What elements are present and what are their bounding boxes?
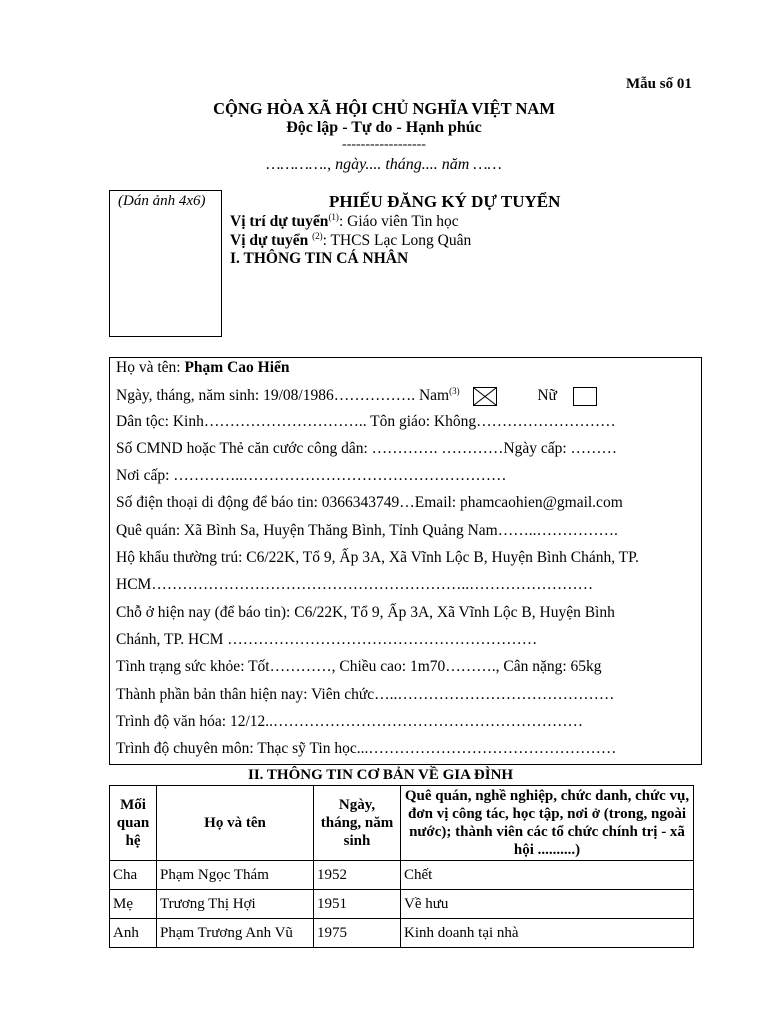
female-checkbox[interactable] [573,387,597,406]
male-checkbox[interactable] [473,387,497,406]
cell-name: Trương Thị Hợi [157,890,314,919]
class-line: Thành phần bản thân hiện nay: Viên chức…..…………………………………… [116,686,615,703]
cell-details: Kinh doanh tại nhà [401,919,694,948]
header-name: Họ và tên [157,786,314,861]
photo-label: (Dán ảnh 4x6) [118,193,206,209]
position-line [230,212,459,231]
current-address-line-1: Chỗ ở hiện nay (để báo tin): C6/22K, Tổ 9, Ấp 3A, Xã Vĩnh Lộc B, Huyện Bình [116,604,615,621]
table-row [110,919,694,948]
position-sup: (1) [328,212,339,222]
hometown-line: Quê quán: Xã Bình Sa, Huyện Thăng Bình, Tỉnh Quảng Nam……..……………. [116,522,618,539]
position-value: : Giáo viên Tin học [338,213,459,231]
table-row [110,861,694,890]
dob-line [116,386,597,406]
motto: Độc lập - Tự do - Hạnh phúc [286,119,482,136]
name-label: Họ và tên: [116,359,185,376]
motto-divider: ------------------ [342,137,426,152]
date-line: …………., ngày.... tháng.... năm …… [266,156,502,173]
dob-text: Ngày, tháng, năm sinh: 19/08/1986……………. Nam [116,387,450,405]
table-row [110,890,694,919]
unit-value: : THCS Lạc Long Quân [322,232,472,250]
section2-title: II. THÔNG TIN CƠ BẢN VỀ GIA ĐÌNH [248,767,514,783]
checkmark-x-icon [474,388,496,405]
form-code: Mẫu số 01 [626,76,692,92]
table-header-row [110,786,694,861]
form-title: PHIẾU ĐĂNG KÝ DỰ TUYỂN [329,192,561,211]
cell-details: Chết [401,861,694,890]
education-line: Trình độ văn hóa: 12/12..…………………………………………………… [116,713,584,730]
female-label: Nữ [537,387,557,405]
residence-line-2: HCM……………………………………………………..…………………… [116,576,594,593]
unit-sup: (2) [312,231,323,241]
male-sup: (3) [449,386,460,396]
name-value: Phạm Cao Hiển [184,359,290,376]
cell-relation: Anh [110,919,157,948]
cell-name: Phạm Ngọc Thám [157,861,314,890]
id-line: Số CMND hoặc Thẻ căn cước công dân: …………. …………Ngày cấp: ……… [116,440,618,457]
cell-name: Phạm Trương Anh Vũ [157,919,314,948]
current-address-line-2: Chánh, TP. HCM …………………………………………………… [116,631,538,648]
place-issue-line: Nơi cấp: …………..…………………………………………… [116,467,507,484]
professional-line: Trình độ chuyên môn: Thạc sỹ Tin học...………………………………………… [116,740,617,757]
section1-title: I. THÔNG TIN CÁ NHÂN [230,250,409,267]
unit-line [230,231,471,250]
residence-line-1: Hộ khẩu thường trú: C6/22K, Tổ 9, Ấp 3A, Xã Vĩnh Lộc B, Huyện Bình Chánh, TP. [116,549,639,566]
cell-birth: 1951 [314,890,401,919]
cell-relation: Cha [110,861,157,890]
header-birth: Ngày, tháng, năm sinh [314,786,401,861]
cell-birth: 1952 [314,861,401,890]
unit-label: Vị dự tuyển [230,232,309,250]
cell-relation: Mẹ [110,890,157,919]
health-line: Tình trạng sức khỏe: Tốt…………, Chiều cao: 1m70………., Cân nặng: 65kg [116,658,602,675]
header-details: Quê quán, nghề nghiệp, chức danh, chức vụ, đơn vị công tác, học tập, nơi ở (trong, ngoài nước); thành viên các tổ chức chính trị - xã hội ..........) [401,786,694,861]
position-label: Vị trí dự tuyển [230,213,329,231]
cell-birth: 1975 [314,919,401,948]
name-line [116,359,290,377]
phone-email-line: Số điện thoại di động để báo tin: 0366343749…Email: phamcaohien@gmail.com [116,494,623,511]
country-name: CỘNG HÒA XÃ HỘI CHỦ NGHĨA VIỆT NAM [213,99,555,118]
ethnic-line: Dân tộc: Kinh………………………….. Tôn giáo: Không……………………… [116,413,616,430]
cell-details: Về hưu [401,890,694,919]
family-table [109,785,694,948]
photo-placeholder [109,190,222,337]
header-relation: Mối quan hệ [110,786,157,861]
